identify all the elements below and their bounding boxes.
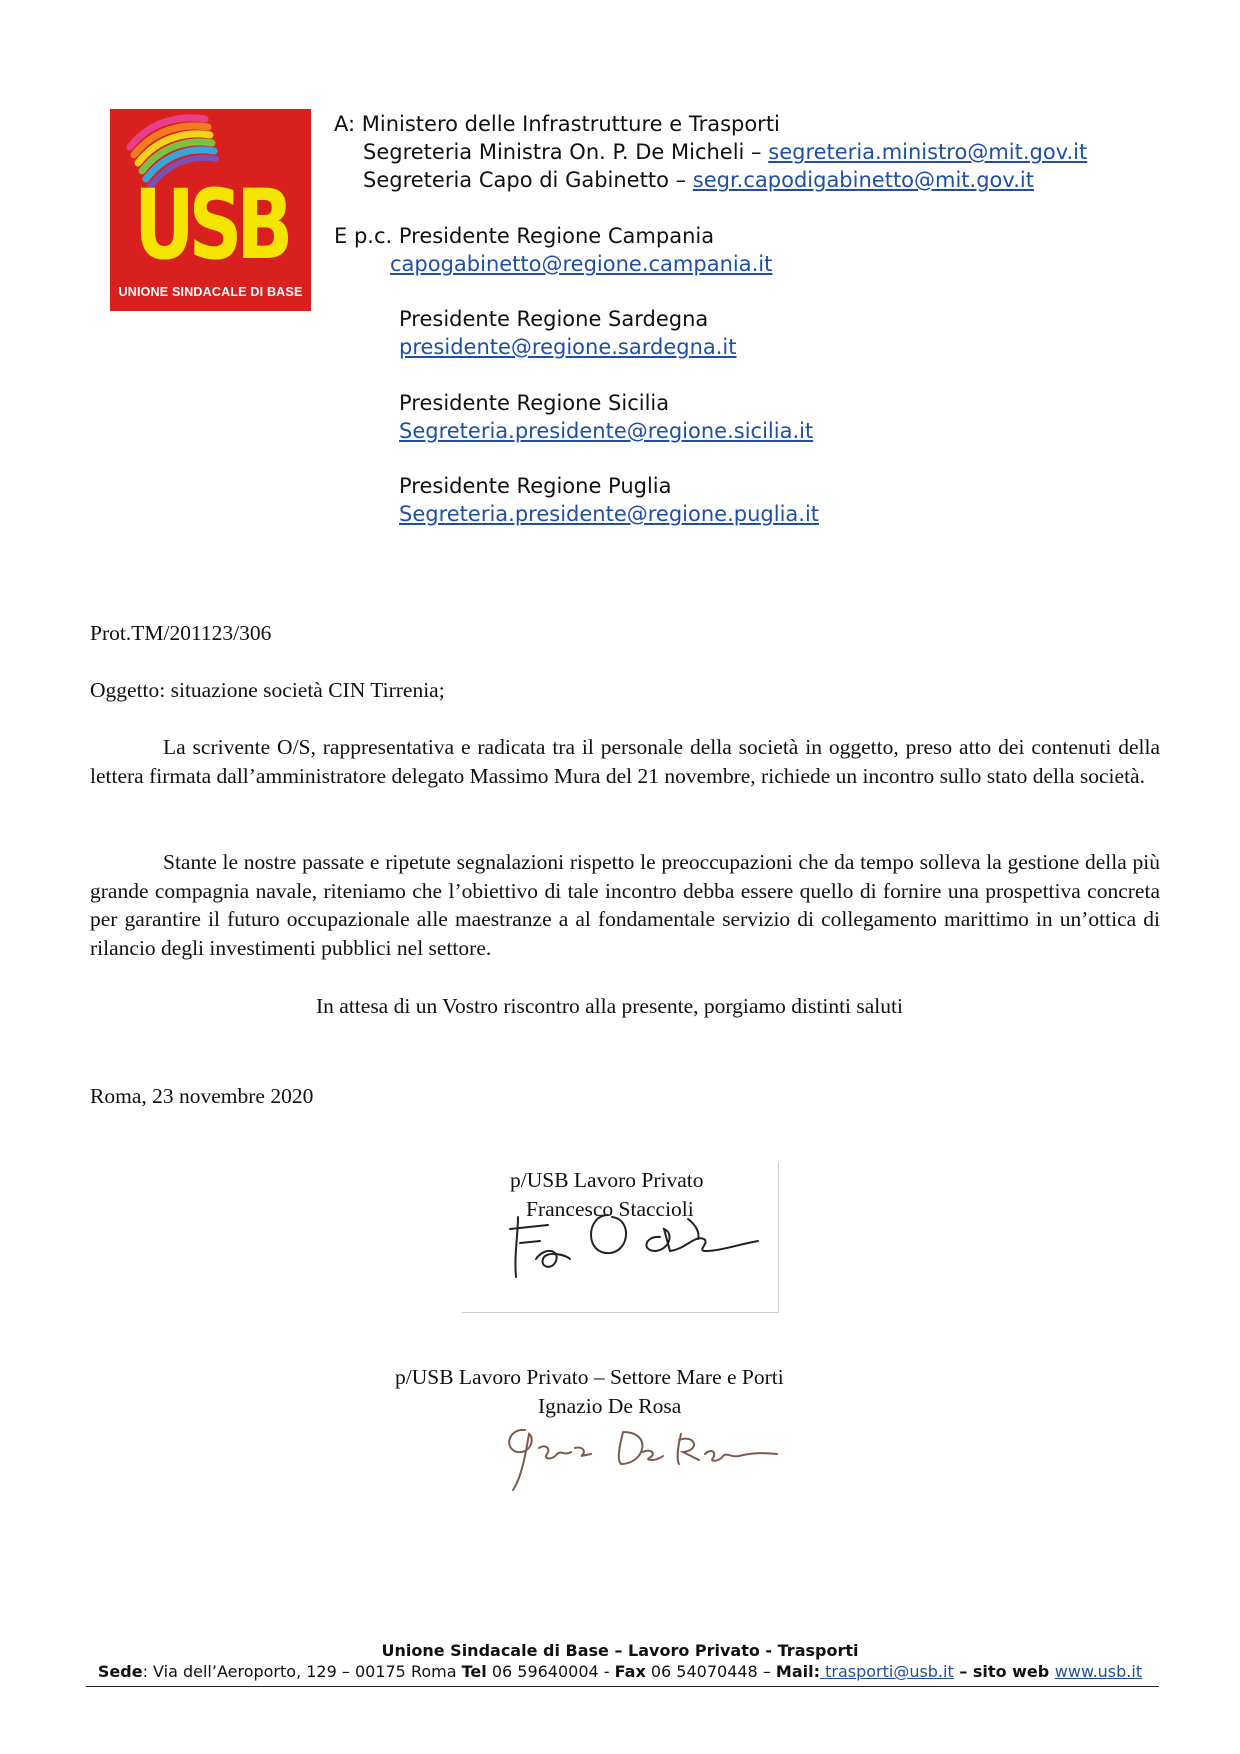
paragraph-1: La scrivente O/S, rappresentativa e radicata tra il personale della società in oggetto, preso atto dei contenuti della lettera firmata dall’amministratore delegato Massimo Mura del 21 novembre, richiede un incontro sullo stato della società. — [90, 735, 1160, 788]
gabinetto-secretariat-label: Segreteria Capo di Gabinetto – — [363, 168, 687, 192]
recipient-line-ministra — [363, 138, 1087, 166]
usb-logo — [110, 109, 311, 311]
footer-divider — [86, 1686, 1159, 1687]
logo-subtitle: UNIONE SINDACALE DI BASE — [118, 285, 303, 299]
gabinetto-email-link[interactable]: segr.capodigabinetto@mit.gov.it — [692, 168, 1034, 192]
place-date: Roma, 23 novembre 2020 — [90, 1084, 314, 1108]
cc-email-link[interactable]: Segreteria.presidente@regione.puglia.it — [399, 502, 820, 526]
signatory-2-name: Ignazio De Rosa — [538, 1394, 682, 1418]
cc-campania-email-row — [390, 250, 772, 278]
signatory-1-name: Francesco Staccioli — [526, 1197, 694, 1221]
cc-name: Presidente Regione Campania — [398, 224, 715, 248]
cc-name: Presidente Regione Sicilia — [399, 391, 670, 415]
footer-contacts — [0, 1662, 1240, 1681]
signatory-2-org: p/USB Lavoro Privato – Settore Mare e Porti — [395, 1365, 784, 1389]
cc-email-link[interactable]: Segreteria.presidente@regione.sicilia.it — [399, 419, 814, 443]
protocol-number: Prot.TM/201123/306 — [90, 621, 272, 645]
ministry-name: Ministero delle Infrastrutture e Trasporti — [361, 112, 780, 136]
footer-title: Unione Sindacale di Base – Lavoro Privato - Trasporti — [381, 1641, 859, 1660]
cc-sardegna — [399, 305, 737, 361]
handwritten-signature-2 — [495, 1408, 785, 1498]
footer-fax: 06 54070448 – — [645, 1662, 776, 1681]
cc-email-link[interactable]: capogabinetto@regione.campania.it — [390, 252, 773, 276]
closing-line: In attesa di un Vostro riscontro alla presente, porgiamo distinti saluti — [316, 994, 903, 1018]
to-prefix: A: — [334, 112, 356, 136]
cc-puglia — [399, 472, 819, 528]
cc-prefix: E p.c. — [334, 224, 393, 248]
signatory-1-org: p/USB Lavoro Privato — [510, 1168, 704, 1192]
cc-name: Presidente Regione Sardegna — [399, 307, 709, 331]
ministra-email-link[interactable]: segreteria.ministro@mit.gov.it — [768, 140, 1088, 164]
footer-web-link[interactable]: www.usb.it — [1054, 1662, 1143, 1681]
cc-sicilia — [399, 389, 813, 445]
footer-sede-label: Sede — [97, 1662, 143, 1681]
footer-fax-label: Fax — [614, 1662, 646, 1681]
cc-campania — [334, 222, 714, 250]
subject-line: Oggetto: situazione società CIN Tirrenia; — [90, 678, 445, 702]
handwritten-signature-1 — [500, 1195, 770, 1285]
footer-tel: 06 59640004 - — [486, 1662, 615, 1681]
recipient-line-gabinetto — [363, 166, 1034, 194]
recipient-main — [334, 110, 780, 138]
footer-mail-link[interactable]: trasporti@usb.it — [820, 1662, 954, 1681]
ministra-secretariat-label: Segreteria Ministra On. P. De Micheli – — [363, 140, 762, 164]
logo-wordmark: USB — [133, 169, 288, 281]
footer-web-label: – sito web — [953, 1662, 1055, 1681]
footer-tel-label: Tel — [461, 1662, 487, 1681]
footer-mail-label: Mail: — [775, 1662, 820, 1681]
cc-name: Presidente Regione Puglia — [399, 474, 672, 498]
paragraph-2: Stante le nostre passate e ripetute segnalazioni rispetto le preoccupazioni che da tempo solleva la gestione della più grande compagnia navale, riteniamo che l’obiettivo di tale incontro debba essere quello di fornire una prospettiva concreta per garantire il futuro occupazionale alle maestranze a al fondamentale servizio di collegamento marittimo in un’ottica di rilancio degli investimenti pubblici nel settore. — [90, 850, 1160, 960]
cc-email-link[interactable]: presidente@regione.sardegna.it — [399, 335, 737, 359]
footer-address: : Via dell’Aeroporto, 129 – 00175 Roma — [142, 1662, 462, 1681]
